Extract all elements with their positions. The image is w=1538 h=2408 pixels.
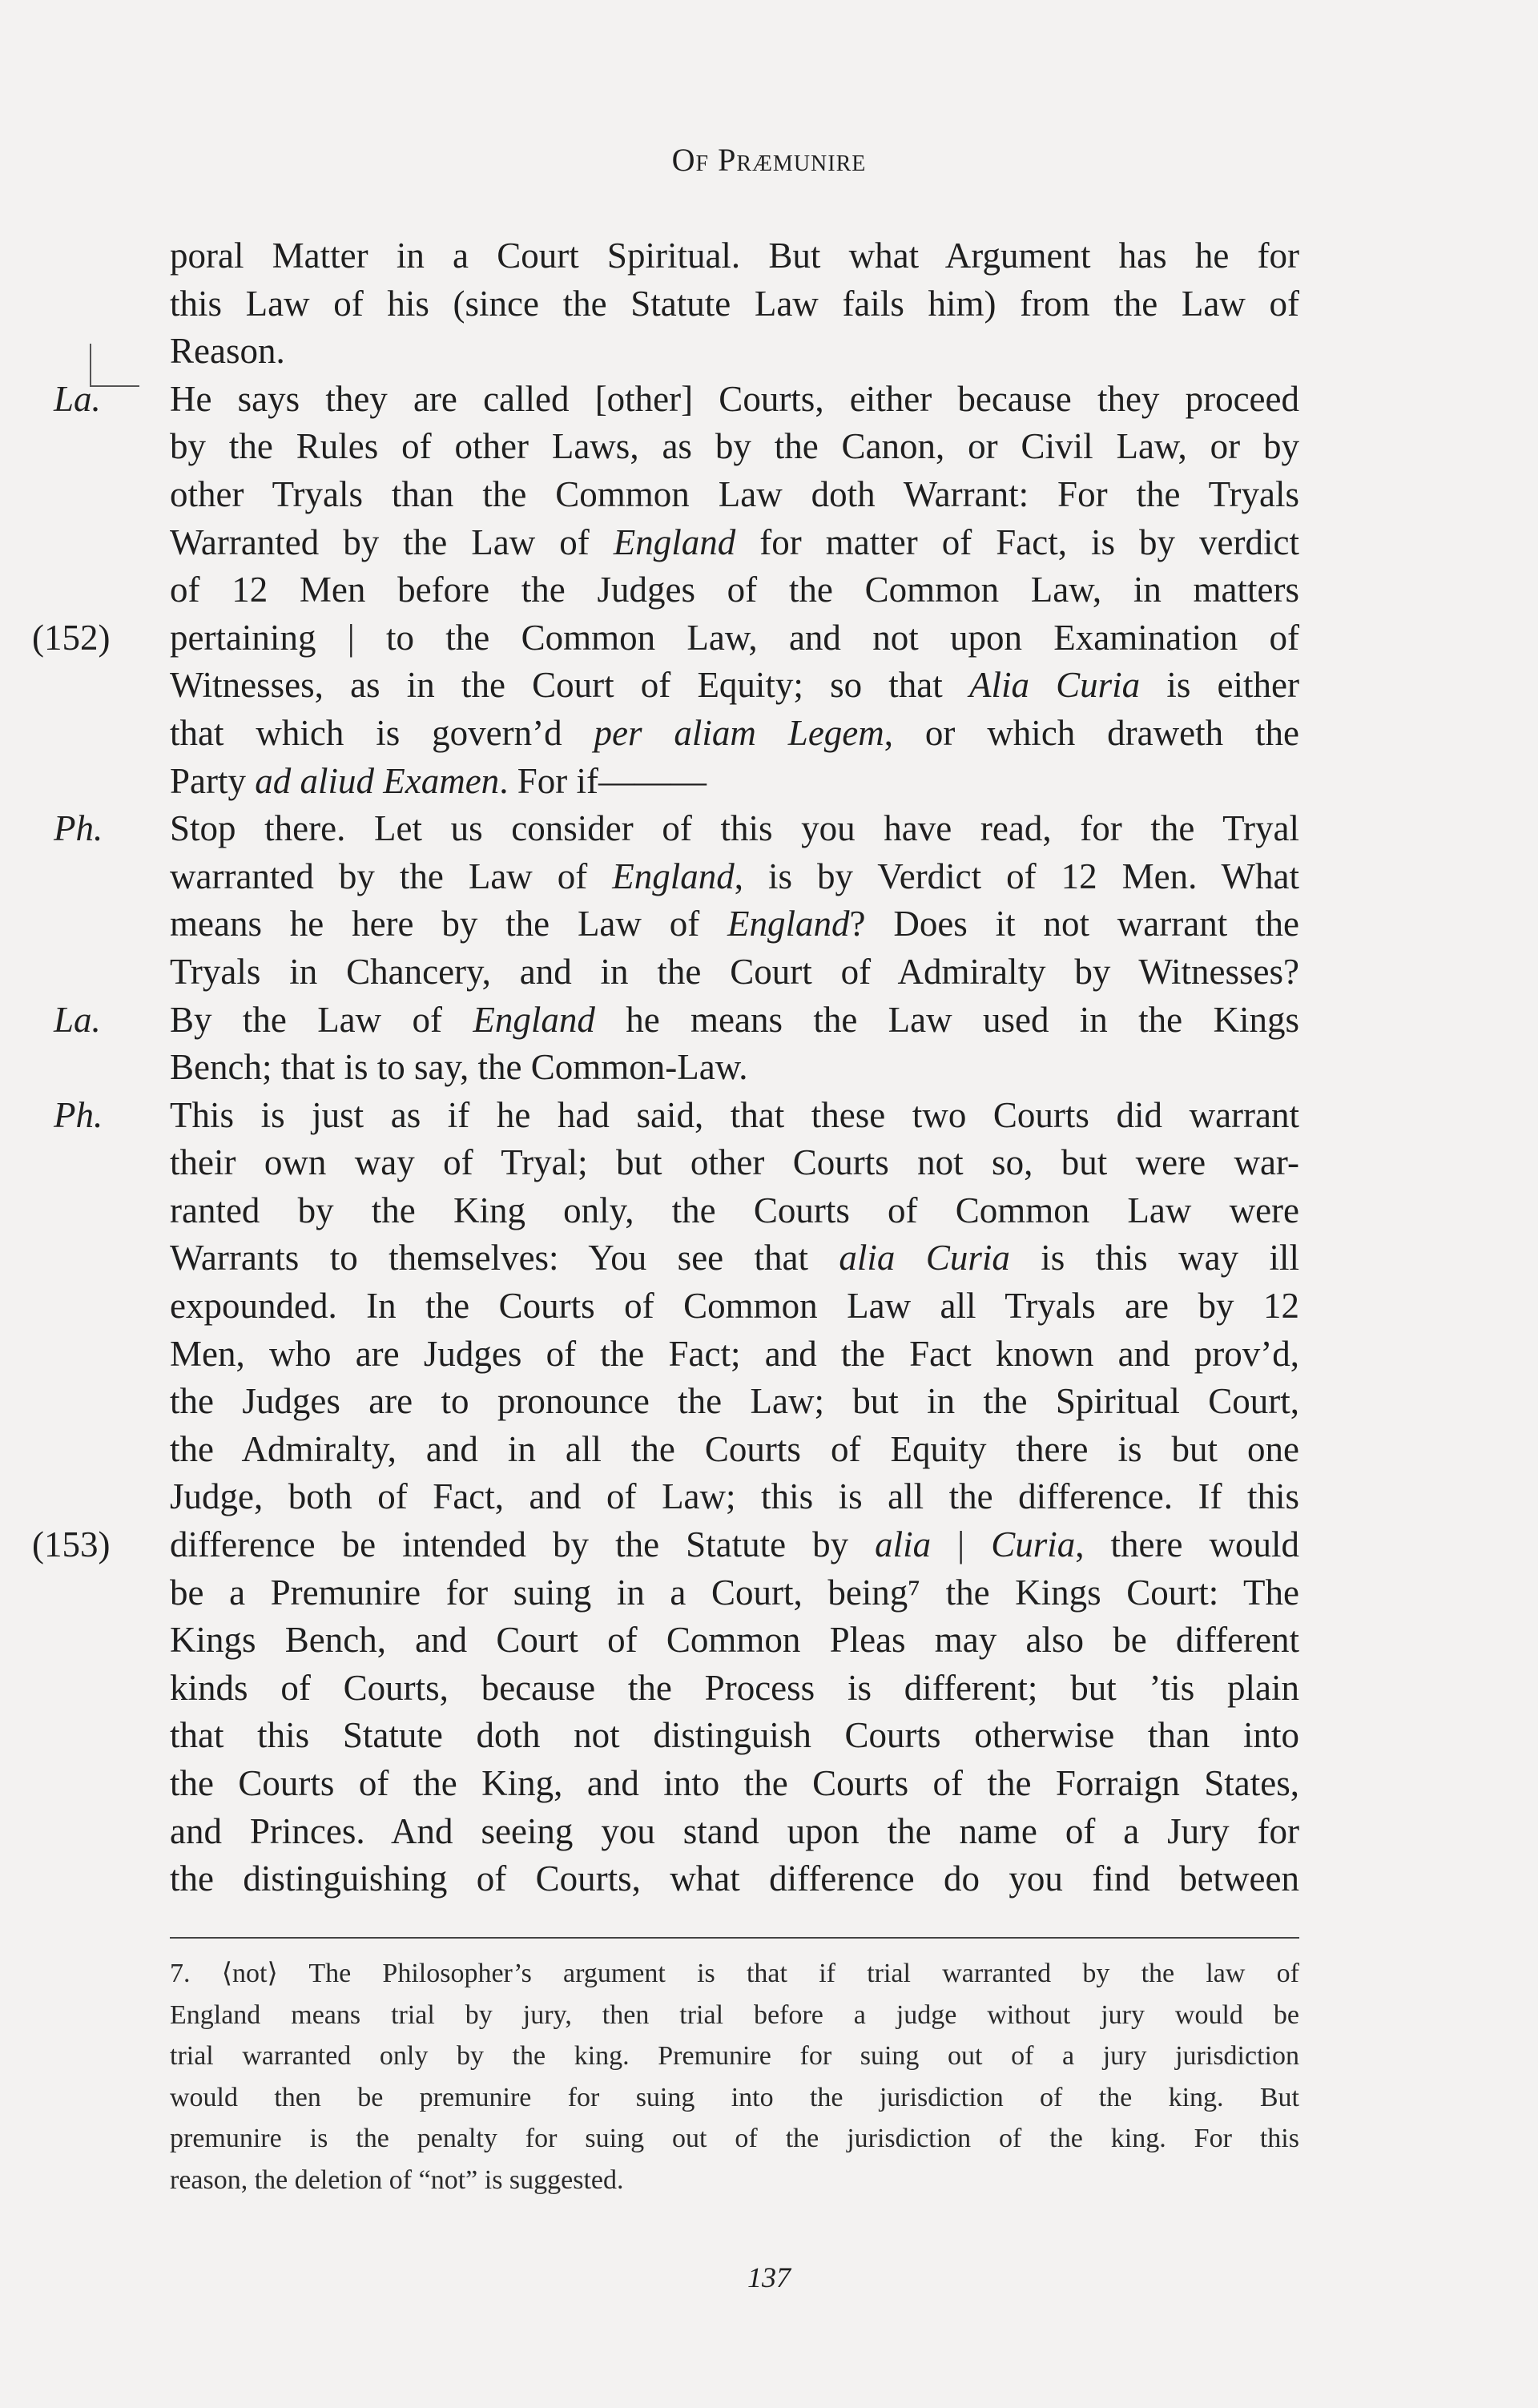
text-line [170, 1473, 1299, 1521]
text-line [170, 1044, 1299, 1092]
text-line [170, 1331, 1299, 1379]
line-text: the Courts of the King, and into the Courts of the Forraign States, [170, 1763, 1299, 1803]
line-text: means he here by the Law of England? Does it not warrant the [170, 904, 1299, 944]
line-text: that which is govern’d per aliam Legem, or which draweth the [170, 712, 1299, 753]
line-text: Witnesses, as in the Court of Equity; so that Alia Curia is either [170, 665, 1299, 706]
text-line [170, 1187, 1299, 1235]
line-text: by the Rules of other Laws, as by the Canon, or Civil Law, or by [170, 426, 1299, 467]
line-text: the Judges are to pronounce the Law; but in the Spiritual Court, [170, 1381, 1299, 1422]
text-line [54, 805, 1299, 853]
line-text: Warranted by the Law of England for matter of Fact, is by verdict [170, 521, 1299, 562]
running-head: Of Præmunire [671, 142, 867, 178]
text-line [170, 1426, 1299, 1474]
line-text: poral Matter in a Court Spiritual. But what Argument has he for [170, 236, 1299, 276]
line-text: Tryals in Chancery, and in the Court of Admiralty by Witnesses? [170, 951, 1299, 992]
line-text: other Tryals than the Common Law doth Warrant: For the Tryals [170, 473, 1299, 514]
line-text: warranted by the Law of England, is by Verdict of 12 Men. What [170, 856, 1299, 896]
line-text: difference be intended by the Statute by alia | Curia, there would [170, 1524, 1300, 1565]
speaker-label: La. [54, 378, 101, 419]
footnote-line: would then be premunire for suing into the jurisdiction of the king. But [170, 2082, 1299, 2112]
speaker-label: Ph. [54, 808, 103, 849]
line-text: ranted by the King only, the Courts of Common Law were [170, 1190, 1299, 1230]
line-text: This is just as if he had said, that these two Courts did warrant [170, 1094, 1299, 1135]
text-line [170, 948, 1299, 997]
text-line [170, 328, 1299, 376]
footnote-rule [170, 1937, 1299, 1939]
text-line [170, 900, 1299, 948]
line-text: be a Premunire for suing in a Court, being⁷ the Kings Court: The [170, 1572, 1299, 1613]
text-line [170, 758, 1299, 806]
line-text: kinds of Courts, because the Process is different; but ’tis plain [170, 1667, 1299, 1708]
text-line [170, 1855, 1299, 1903]
speaker-label: La. [54, 999, 101, 1040]
footnotes [170, 1953, 1299, 2201]
line-text: this Law of his (since the Statute Law fails him) from the Law of [170, 283, 1299, 324]
line-text: and Princes. And seeing you stand upon the name of a Jury for [170, 1810, 1299, 1851]
line-text: Kings Bench, and Court of Common Pleas may also be different [170, 1620, 1299, 1661]
text-line [170, 566, 1299, 614]
line-text: that this Statute doth not distinguish Courts otherwise than into [170, 1715, 1299, 1756]
text-line [170, 1378, 1299, 1426]
footnote-line: premunire is the penalty for suing out of the jurisdiction of the king. For this [170, 2124, 1299, 2153]
text-line [170, 519, 1299, 567]
text-line [54, 997, 1299, 1045]
page-reference: (152) [32, 617, 111, 658]
text-line [54, 1092, 1299, 1140]
page-reference: (153) [32, 1524, 111, 1565]
text-line [170, 853, 1299, 901]
speaker-label: Ph. [54, 1094, 103, 1135]
line-text: By the Law of England he means the Law used in the Kings [170, 999, 1299, 1040]
line-text: Men, who are Judges of the Fact; and the Fact known and prov’d, [170, 1333, 1299, 1374]
line-text: the distinguishing of Courts, what difference do you find between [170, 1858, 1299, 1899]
body-text [32, 232, 1300, 1903]
line-text: Warrants to themselves: You see that alia Curia is this way ill [170, 1238, 1299, 1278]
text-line [32, 614, 1299, 662]
line-text: Bench; that is to say, the Common-Law. [170, 1047, 748, 1088]
line-text: Reason. [170, 331, 285, 372]
text-line [170, 280, 1299, 328]
text-line [32, 1521, 1300, 1569]
text-line [170, 1569, 1299, 1617]
footnote-line: England means trial by jury, then trial before a judge without jury would be [170, 1999, 1299, 2030]
footnote-line: reason, the deletion of “not” is suggested. [170, 2164, 624, 2195]
line-text: pertaining | to the Common Law, and not upon Examination of [170, 617, 1299, 658]
line-text: expounded. In the Courts of Common Law all Tryals are by 12 [170, 1286, 1299, 1327]
text-line [170, 1234, 1299, 1283]
text-line [170, 1665, 1299, 1713]
footnote-line: 7. ⟨not⟩ The Philosopher’s argument is that if trial warranted by the law of [170, 1959, 1299, 1988]
text-line [170, 1712, 1299, 1760]
line-text: Judge, both of Fact, and of Law; this is all the difference. If this [170, 1476, 1299, 1517]
line-text: the Admiralty, and in all the Courts of Equity there is but one [170, 1428, 1299, 1469]
text-line [170, 1808, 1299, 1856]
text-line [170, 1283, 1299, 1331]
footnote-line: trial warranted only by the king. Premunire for suing out of a jury jurisdiction [170, 2041, 1299, 2071]
text-line [170, 471, 1299, 519]
line-text: Stop there. Let us consider of this you have read, for the Tryal [170, 808, 1299, 849]
text-line [170, 710, 1299, 758]
text-line [170, 232, 1299, 280]
page-number: 137 [747, 2261, 791, 2293]
line-text: He says they are called [other] Courts, either because they proceed [170, 378, 1299, 419]
line-text: their own way of Tryal; but other Courts not so, but were war- [170, 1142, 1299, 1183]
line-text: Party ad aliud Examen. For if——— [170, 760, 707, 801]
text-line [54, 376, 1299, 424]
text-line [170, 1760, 1299, 1808]
text-line [170, 662, 1299, 710]
text-line [170, 1139, 1299, 1187]
line-text: of 12 Men before the Judges of the Common Law, in matters [170, 570, 1299, 610]
text-line [170, 423, 1299, 471]
text-line [170, 1617, 1299, 1665]
